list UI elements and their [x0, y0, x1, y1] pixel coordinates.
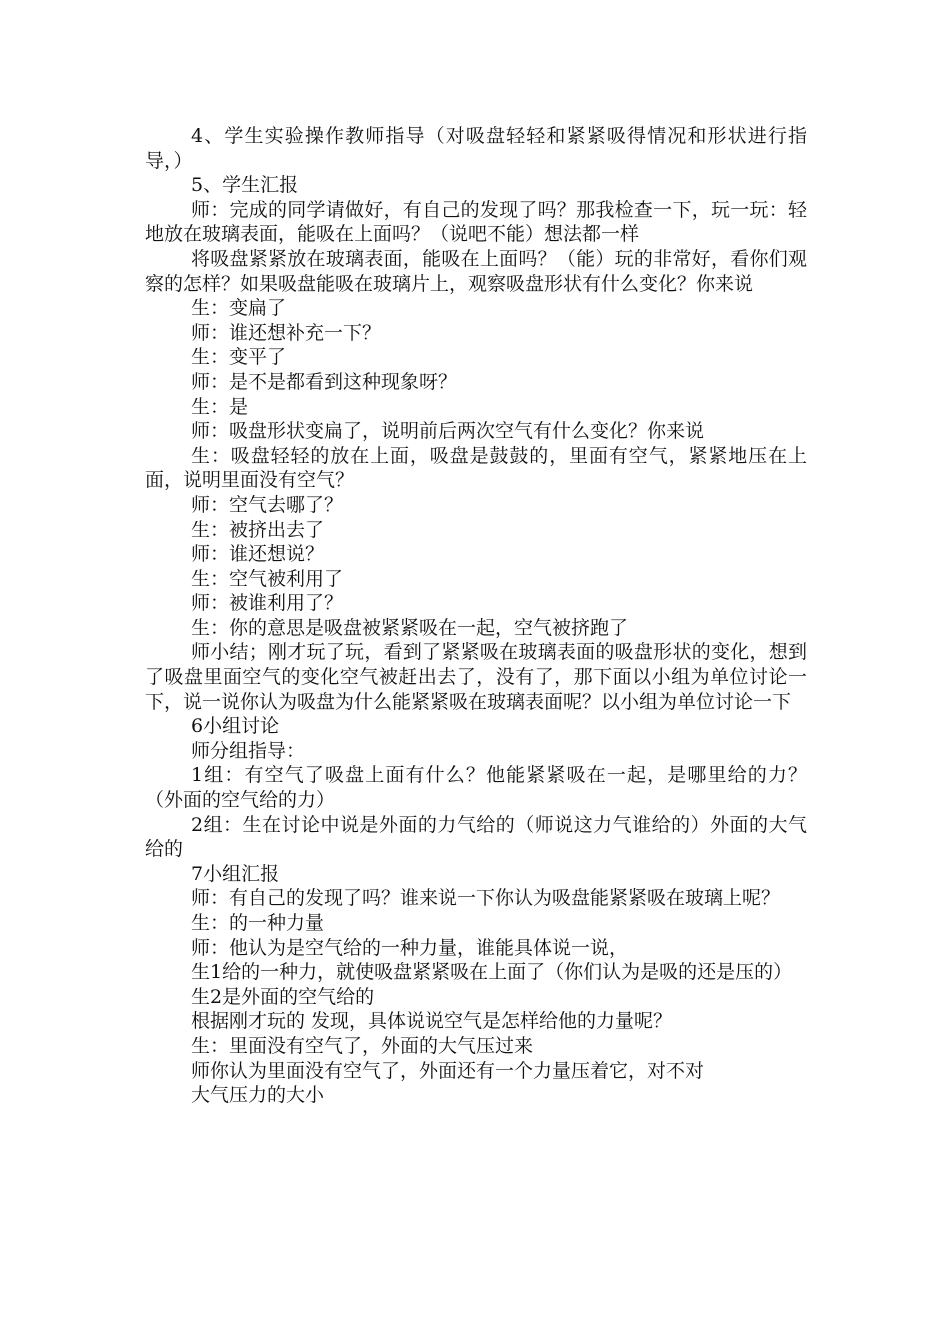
paragraph: 5、学生汇报 — [191, 174, 299, 197]
paragraph: 师：空气去哪了？ — [191, 493, 344, 516]
paragraph: 师：吸盘形状变扁了，说明前后两次空气有什么变化？你来说 — [191, 420, 705, 443]
paragraph: 生：的一种力量 — [191, 912, 325, 934]
paragraph: 生：变平了 — [191, 346, 287, 369]
paragraph: 师：谁还想补充一下？ — [191, 321, 382, 344]
paragraph: 生：被挤出去了 — [191, 518, 325, 541]
paragraph: 生：你的意思是吸盘被紧紧吸在一起，空气被挤跑了 — [191, 616, 629, 639]
paragraph: 根据刚才玩的 发现，具体说说空气是怎样给他的力量呢？ — [191, 1010, 673, 1033]
paragraph: 师分组指导： — [191, 739, 306, 762]
paragraph: 师：他认为是空气给的一种力量，谁能具体说一说， — [191, 936, 629, 959]
paragraph: 生：吸盘轻轻的放在上面，吸盘是鼓鼓的，里面有空气，紧紧地压在上面，说明里面没有空气？ — [145, 444, 807, 492]
paragraph: 6小组讨论 — [191, 715, 280, 738]
paragraph: 生：变扁了 — [191, 297, 287, 320]
paragraph: 生：是 — [191, 395, 249, 418]
paragraph: 师小结；刚才玩了玩，看到了紧紧吸在玻璃表面的吸盘形状的变化，想到了吸盘里面空气的变化空气被赶出去了，没有了，那下面以小组为单位讨论一下，说一说你认为吸盘为什么能紧紧吸在玻璃表面呢？以小组为单位讨论一下 — [145, 641, 807, 713]
paragraph: 2组：生在讨论中说是外面的力气给的（师说这力气谁给的）外面的大气给的 — [145, 813, 807, 861]
paragraph: 师：有自己的发现了吗？谁来说一下你认为吸盘能紧紧吸在玻璃上呢？ — [191, 887, 781, 910]
paragraph: 4、学生实验操作教师指导（对吸盘轻轻和紧紧吸得情况和形状进行指导，） — [145, 125, 807, 172]
paragraph: 生：空气被利用了 — [191, 567, 344, 590]
paragraph: 生：里面没有空气了，外面的大气压过来 — [191, 1034, 534, 1057]
paragraph: 将吸盘紧紧放在玻璃表面，能吸在上面吗？（能）玩的非常好，看你们观察的怎样？如果吸盘能吸在玻璃片上，观察吸盘形状有什么变化？你来说 — [145, 247, 807, 295]
paragraph: 师：被谁利用了？ — [191, 592, 344, 615]
paragraph: 7小组汇报 — [191, 862, 280, 885]
document-page — [145, 124, 807, 1108]
paragraph: 师：完成的同学请做好，有自己的发现了吗？那我检查一下，玩一玩：轻地放在玻璃表面，能吸在上面吗？（说吧不能）想法都一样 — [145, 198, 807, 246]
paragraph: 生1给的一种力，就使吸盘紧紧吸在上面了（你们认为是吸的还是压的） — [191, 961, 793, 984]
paragraph: 大气压力的大小 — [191, 1084, 325, 1107]
paragraph: 师：是不是都看到这种现象呀？ — [191, 370, 458, 393]
paragraph: 师：谁还想说？ — [191, 543, 325, 566]
paragraph: 1组：有空气了吸盘上面有什么？他能紧紧吸在一起，是哪里给的力？（外面的空气给的力） — [145, 764, 807, 812]
paragraph: 师你认为里面没有空气了，外面还有一个力量压着它，对不对 — [191, 1059, 705, 1082]
paragraph: 生2是外面的空气给的 — [191, 985, 375, 1008]
